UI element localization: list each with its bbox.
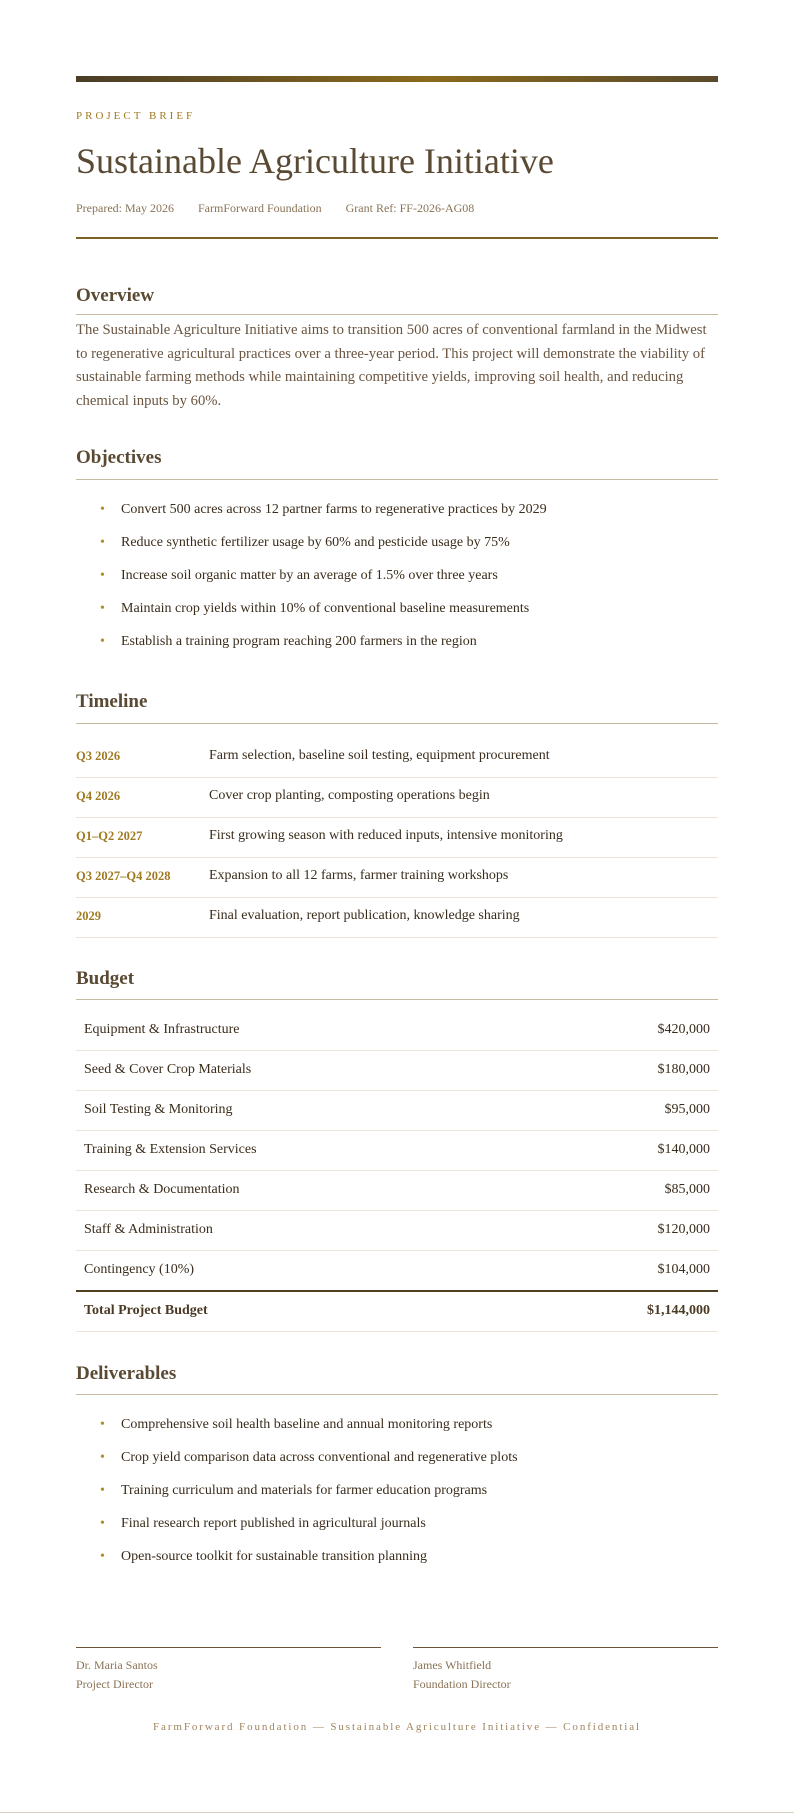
table-row — [76, 1171, 718, 1211]
list-item: • Crop yield comparison data across conventional and regenerative plots — [76, 1448, 718, 1481]
signature-block-director — [76, 1647, 381, 1694]
signatory-role: Project Director — [76, 1677, 153, 1691]
list-item: • Open-source toolkit for sustainable transition planning — [76, 1547, 718, 1580]
budget-heading: Budget — [76, 968, 135, 989]
table-row — [76, 1211, 718, 1251]
budget-item: Staff & Administration — [84, 1222, 213, 1237]
deliverables-heading: Deliverables — [76, 1363, 177, 1384]
bullet-icon: • — [100, 568, 105, 583]
table-row — [76, 1131, 718, 1171]
timeline-period: Q3 2026 — [76, 749, 121, 763]
signatory-name: James Whitfield — [413, 1658, 492, 1672]
budget-item: Equipment & Infrastructure — [84, 1022, 240, 1037]
timeline-row — [76, 898, 718, 938]
list-item: • Final research report published in agricultural journals — [76, 1514, 718, 1547]
bullet-icon: • — [100, 634, 105, 649]
timeline-activity: First growing season with reduced inputs, intensive monitoring — [209, 828, 563, 843]
budget-item: Seed & Cover Crop Materials — [84, 1062, 252, 1077]
table-row — [76, 1251, 718, 1290]
budget-total-row — [76, 1290, 718, 1332]
deliverables-divider — [76, 1394, 718, 1395]
timeline-heading: Timeline — [76, 691, 148, 712]
bullet-icon: • — [100, 1417, 105, 1432]
bullet-icon: • — [100, 1450, 105, 1465]
bullet-icon: • — [100, 1549, 105, 1564]
timeline-row — [76, 778, 718, 818]
budget-amount: $180,000 — [657, 1062, 710, 1077]
timeline-activity: Farm selection, baseline soil testing, equipment procurement — [209, 748, 550, 763]
list-item: • Increase soil organic matter by an average of 1.5% over three years — [76, 566, 718, 599]
budget-item: Soil Testing & Monitoring — [84, 1102, 233, 1117]
budget-amount: $140,000 — [657, 1142, 710, 1157]
timeline-row — [76, 738, 718, 778]
timeline-period: Q4 2026 — [76, 789, 121, 803]
timeline-list — [76, 738, 718, 938]
table-row — [76, 1011, 718, 1051]
table-row — [76, 1091, 718, 1131]
objectives-heading: Objectives — [76, 447, 162, 468]
deliverables-list — [76, 1415, 718, 1580]
budget-total-amount: $1,144,000 — [647, 1303, 710, 1318]
meta-grant-ref: Grant Ref: FF-2026-AG08 — [345, 201, 475, 215]
doc-meta — [76, 201, 495, 216]
budget-item: Contingency (10%) — [84, 1262, 195, 1277]
timeline-activity: Expansion to all 12 farms, farmer training workshops — [209, 868, 509, 883]
budget-amount: $104,000 — [657, 1262, 710, 1277]
list-item: • Establish a training program reaching 200 farmers in the region — [76, 632, 718, 665]
bullet-icon: • — [100, 601, 105, 616]
signature-block-foundation — [413, 1647, 718, 1694]
budget-item: Research & Documentation — [84, 1182, 240, 1197]
page-title: Sustainable Agriculture Initiative — [76, 141, 554, 181]
objectives-list — [76, 500, 718, 665]
overview-divider — [76, 314, 718, 315]
timeline-activity: Final evaluation, report publication, knowledge sharing — [209, 908, 520, 923]
list-item: • Convert 500 acres across 12 partner farms to regenerative practices by 2029 — [76, 500, 718, 533]
page-footer: FarmForward Foundation — Sustainable Agriculture Initiative — Confidential — [153, 1721, 641, 1733]
list-item: • Reduce synthetic fertilizer usage by 60% and pesticide usage by 75% — [76, 533, 718, 566]
header-accent-bar — [76, 76, 718, 82]
timeline-period: Q3 2027–Q4 2028 — [76, 869, 171, 883]
list-item: • Maintain crop yields within 10% of conventional baseline measurements — [76, 599, 718, 632]
list-item: • Comprehensive soil health baseline and annual monitoring reports — [76, 1415, 718, 1448]
bullet-icon: • — [100, 502, 105, 517]
budget-amount: $420,000 — [657, 1022, 710, 1037]
bullet-icon: • — [100, 1483, 105, 1498]
signature-line — [76, 1647, 381, 1648]
doc-eyebrow: PROJECT BRIEF — [76, 110, 196, 122]
header-divider — [76, 237, 718, 239]
overview-text: The Sustainable Agriculture Initiative aims to transition 500 acres of conventional farmland in the Midwest to regenerative agricultural practices over a three-year period. This project will demonstrate the viability of sustainable farming methods while maintaining competitive yields, improving soil health, and reducing chemical inputs by 60%. — [76, 322, 707, 409]
meta-prepared: Prepared: May 2026 — [76, 201, 174, 215]
budget-table — [76, 1011, 718, 1332]
budget-total-label: Total Project Budget — [84, 1303, 208, 1318]
bullet-icon: • — [100, 1516, 105, 1531]
overview-heading: Overview — [76, 285, 155, 306]
timeline-period: 2029 — [76, 909, 101, 923]
timeline-row — [76, 858, 718, 898]
budget-amount: $95,000 — [664, 1102, 710, 1117]
signatory-role: Foundation Director — [413, 1677, 511, 1691]
list-item: • Training curriculum and materials for farmer education programs — [76, 1481, 718, 1514]
budget-amount: $120,000 — [657, 1222, 710, 1237]
signatory-name: Dr. Maria Santos — [76, 1658, 158, 1672]
timeline-row — [76, 818, 718, 858]
bullet-icon: • — [100, 535, 105, 550]
budget-divider — [76, 999, 718, 1000]
objectives-divider — [76, 479, 718, 480]
meta-organization: FarmForward Foundation — [197, 201, 322, 215]
table-row — [76, 1051, 718, 1091]
timeline-divider — [76, 723, 718, 724]
timeline-period: Q1–Q2 2027 — [76, 829, 143, 843]
signature-line — [413, 1647, 718, 1648]
budget-item: Training & Extension Services — [84, 1142, 257, 1157]
budget-amount: $85,000 — [664, 1182, 710, 1197]
timeline-activity: Cover crop planting, composting operations begin — [209, 788, 490, 803]
